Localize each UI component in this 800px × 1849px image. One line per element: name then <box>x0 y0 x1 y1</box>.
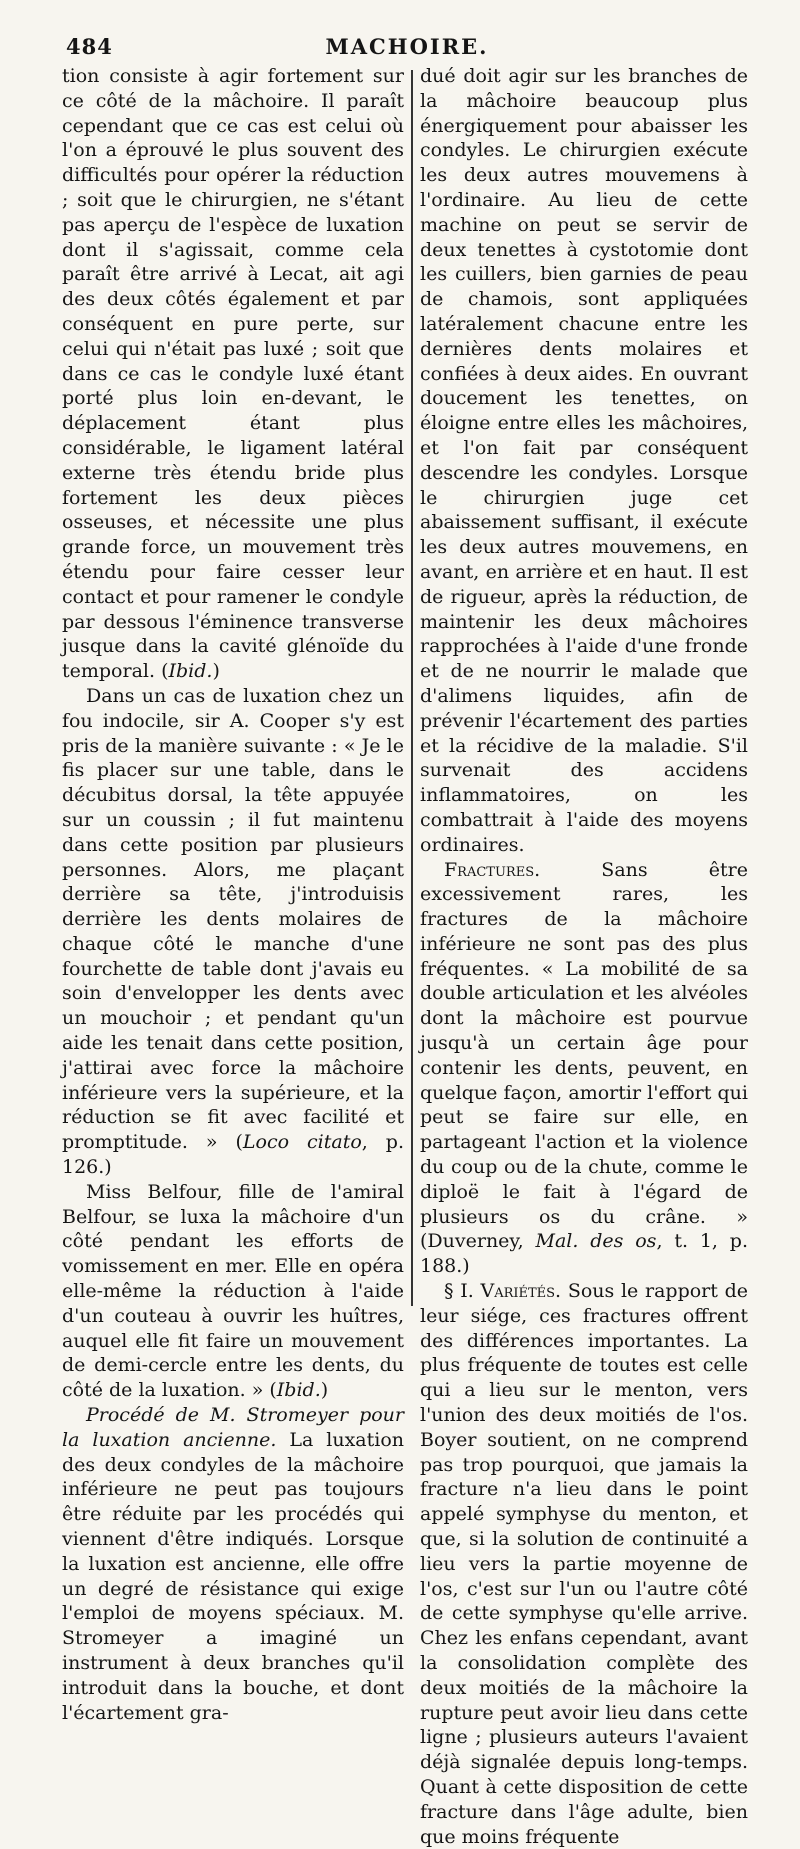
text-segment: , t. 1, p. 188.) <box>420 1230 748 1278</box>
text-segment: Ibid. <box>168 660 213 683</box>
running-header <box>66 34 748 68</box>
right-column <box>420 64 748 1849</box>
text-segment: Variétés. <box>480 1280 562 1303</box>
left-column <box>62 64 404 1725</box>
text-segment: Sous le rapport de leur siége, ces fractures offrent des différences importantes. La plus fréquente de toutes est celle qui a lieu sur le menton, vers l'union des deux moitiés de l'os. Boyer soutient, on ne comprend pas trop pourquoi, que jamais la fracture n'a lieu dans le point appelé symphyse du menton, et que, si la solution de continuité a lieu vers la partie moyenne de l'os, c'est sur l'un ou l'autre côté de cette symphyse qu'elle arrive. Chez les enfans cependant, avant la consolidation complète des deux moitiés de la mâchoire la rupture peut avoir lieu dans cette ligne ; plusieurs auteurs l'avaient déjà signalée depuis long-temps. Quant à cette disposition de cette fracture dans l'âge adulte, bien que moins fréquente <box>420 1280 748 1848</box>
text-segment: § I. <box>444 1280 481 1303</box>
paragraph <box>62 64 404 684</box>
text-segment: tion consiste à agir fortement sur ce côté de la mâchoire. Il paraît cependant que ce cas est celui où l'on a éprouvé le plus souvent des difficultés pour opérer la réduction ; soit que le chirurgien, ne s'étant pas aperçu de l'espèce de luxation dont il s'agissait, comme cela paraît être arrivé à Lecat, ait agi des deux côtés également et par conséquent en pure perte, sur celui qui n'était pas luxé ; soit que dans ce cas le condyle luxé étant porté plus loin en-devant, le déplacement étant plus considérable, le ligament latéral externe très étendu bride plus fortement les deux pièces osseuses, et nécessite une plus grande force, un mouvement très étendu pour faire cesser leur contact et pour ramener le condyle par dessous l'éminence transverse jusque dans la cavité glénoïde du temporal. ( <box>62 65 404 683</box>
text-segment: Dans un cas de luxation chez un fou indocile, sir A. Cooper s'y est pris de la manière suivante : « Je le fis placer sur une table, dans le décubitus dorsal, la tête appuyée sur un coussin ; il fut maintenu dans cette position par plusieurs personnes. Alors, me plaçant derrière sa tête, j'introduisis derrière les dents molaires de chaque côté le manche d'une fourchette de table dont j'avais eu soin d'envelopper les dents avec un mouchoir ; et pendant qu'un aide les tenait dans cette position, j'attirai avec force la mâchoire inférieure vers la supérieure, et la réduction se fit avec facilité et promptitude. » ( <box>62 684 404 1154</box>
text-segment: , p. 126.) <box>62 1131 405 1179</box>
paragraph <box>62 1180 404 1403</box>
text-segment: ) <box>320 1379 329 1402</box>
paragraph <box>420 1279 748 1849</box>
paragraph <box>420 64 748 858</box>
page-number: 484 <box>66 34 113 59</box>
paragraph <box>62 1403 404 1725</box>
paragraph <box>420 858 748 1280</box>
text-segment: Fractures. <box>444 858 541 881</box>
text-segment: Miss Belfour, fille de l'amiral Belfour, se luxa la mâchoire d'un côté pendant les efforts de vomissement en mer. Elle en opéra elle-même la réduction à l'aide d'un couteau à ouvrir les huîtres, auquel elle fit faire un mouvement de demi-cercle entre les dents, du côté de la luxation. » ( <box>62 1180 404 1402</box>
text-segment: Procédé de M. Stromeyer pour la luxation ancienne. <box>62 1404 404 1451</box>
text-segment: Sans être excessivement rares, les fractures de la mâchoire inférieure ne sont pas des plus fréquentes. « La mobilité de sa double articulation et les alvéoles dont la mâchoire est pourvue jusqu'à un certain âge pour contenir les dents, peuvent, en quelque façon, amortir l'effort qui peut se faire sur elle, en partageant l'action et la violence du coup ou de la chute, comme le diploë le fait à l'égard de plusieurs os du crâne. » (Duverney, <box>420 858 748 1253</box>
text-segment: La luxation des deux condyles de la mâchoire inférieure ne peut pas toujours être réduite par les procédés qui viennent d'être indiqués. Lorsque la luxation est ancienne, elle offre un degré de résistance qui exige l'emploi de moyens spéciaux. M. Stromeyer a imaginé un instrument à deux branches qu'il introduit dans la bouche, et dont l'écartement gra- <box>62 1428 404 1724</box>
running-title: MACHOIRE. <box>325 34 489 59</box>
text-segment: Loco citato <box>242 1131 362 1154</box>
text-segment: Mal. des os <box>535 1230 657 1253</box>
text-segment: ) <box>212 660 220 683</box>
paragraph <box>62 684 404 1180</box>
text-segment: dué doit agir sur les branches de la mâchoire beaucoup plus énergiquement pour abaisser les condyles. Le chirurgien exécute les deux autres mouvemens à l'ordinaire. Au lieu de cette machine on peut se servir de deux tenettes à cystotomie dont les cuillers, bien garnies de peau de chamois, sont appliquées latéralement chacune entre les dernières dents molaires et confiées à deux aides. En ouvrant doucement les tenettes, on éloigne entre elles les mâchoires, et l'on fait par conséquent descendre les condyles. Lorsque le chirurgien juge cet abaissement suffisant, il exécute les deux autres mouvemens, en avant, en arrière et en haut. Il est de rigueur, après la réduction, de maintenir les deux mâchoires rapprochées à l'aide d'une fronde et de ne nourrir le malade que d'alimens liquides, afin de prévenir l'écartement des parties et la récidive de la maladie. S'il survenait des accidens inflammatoires, on les combattrait à l'aide des moyens ordinaires. <box>420 65 748 856</box>
text-segment: Ibid. <box>276 1379 321 1402</box>
column-divider <box>411 70 413 1306</box>
